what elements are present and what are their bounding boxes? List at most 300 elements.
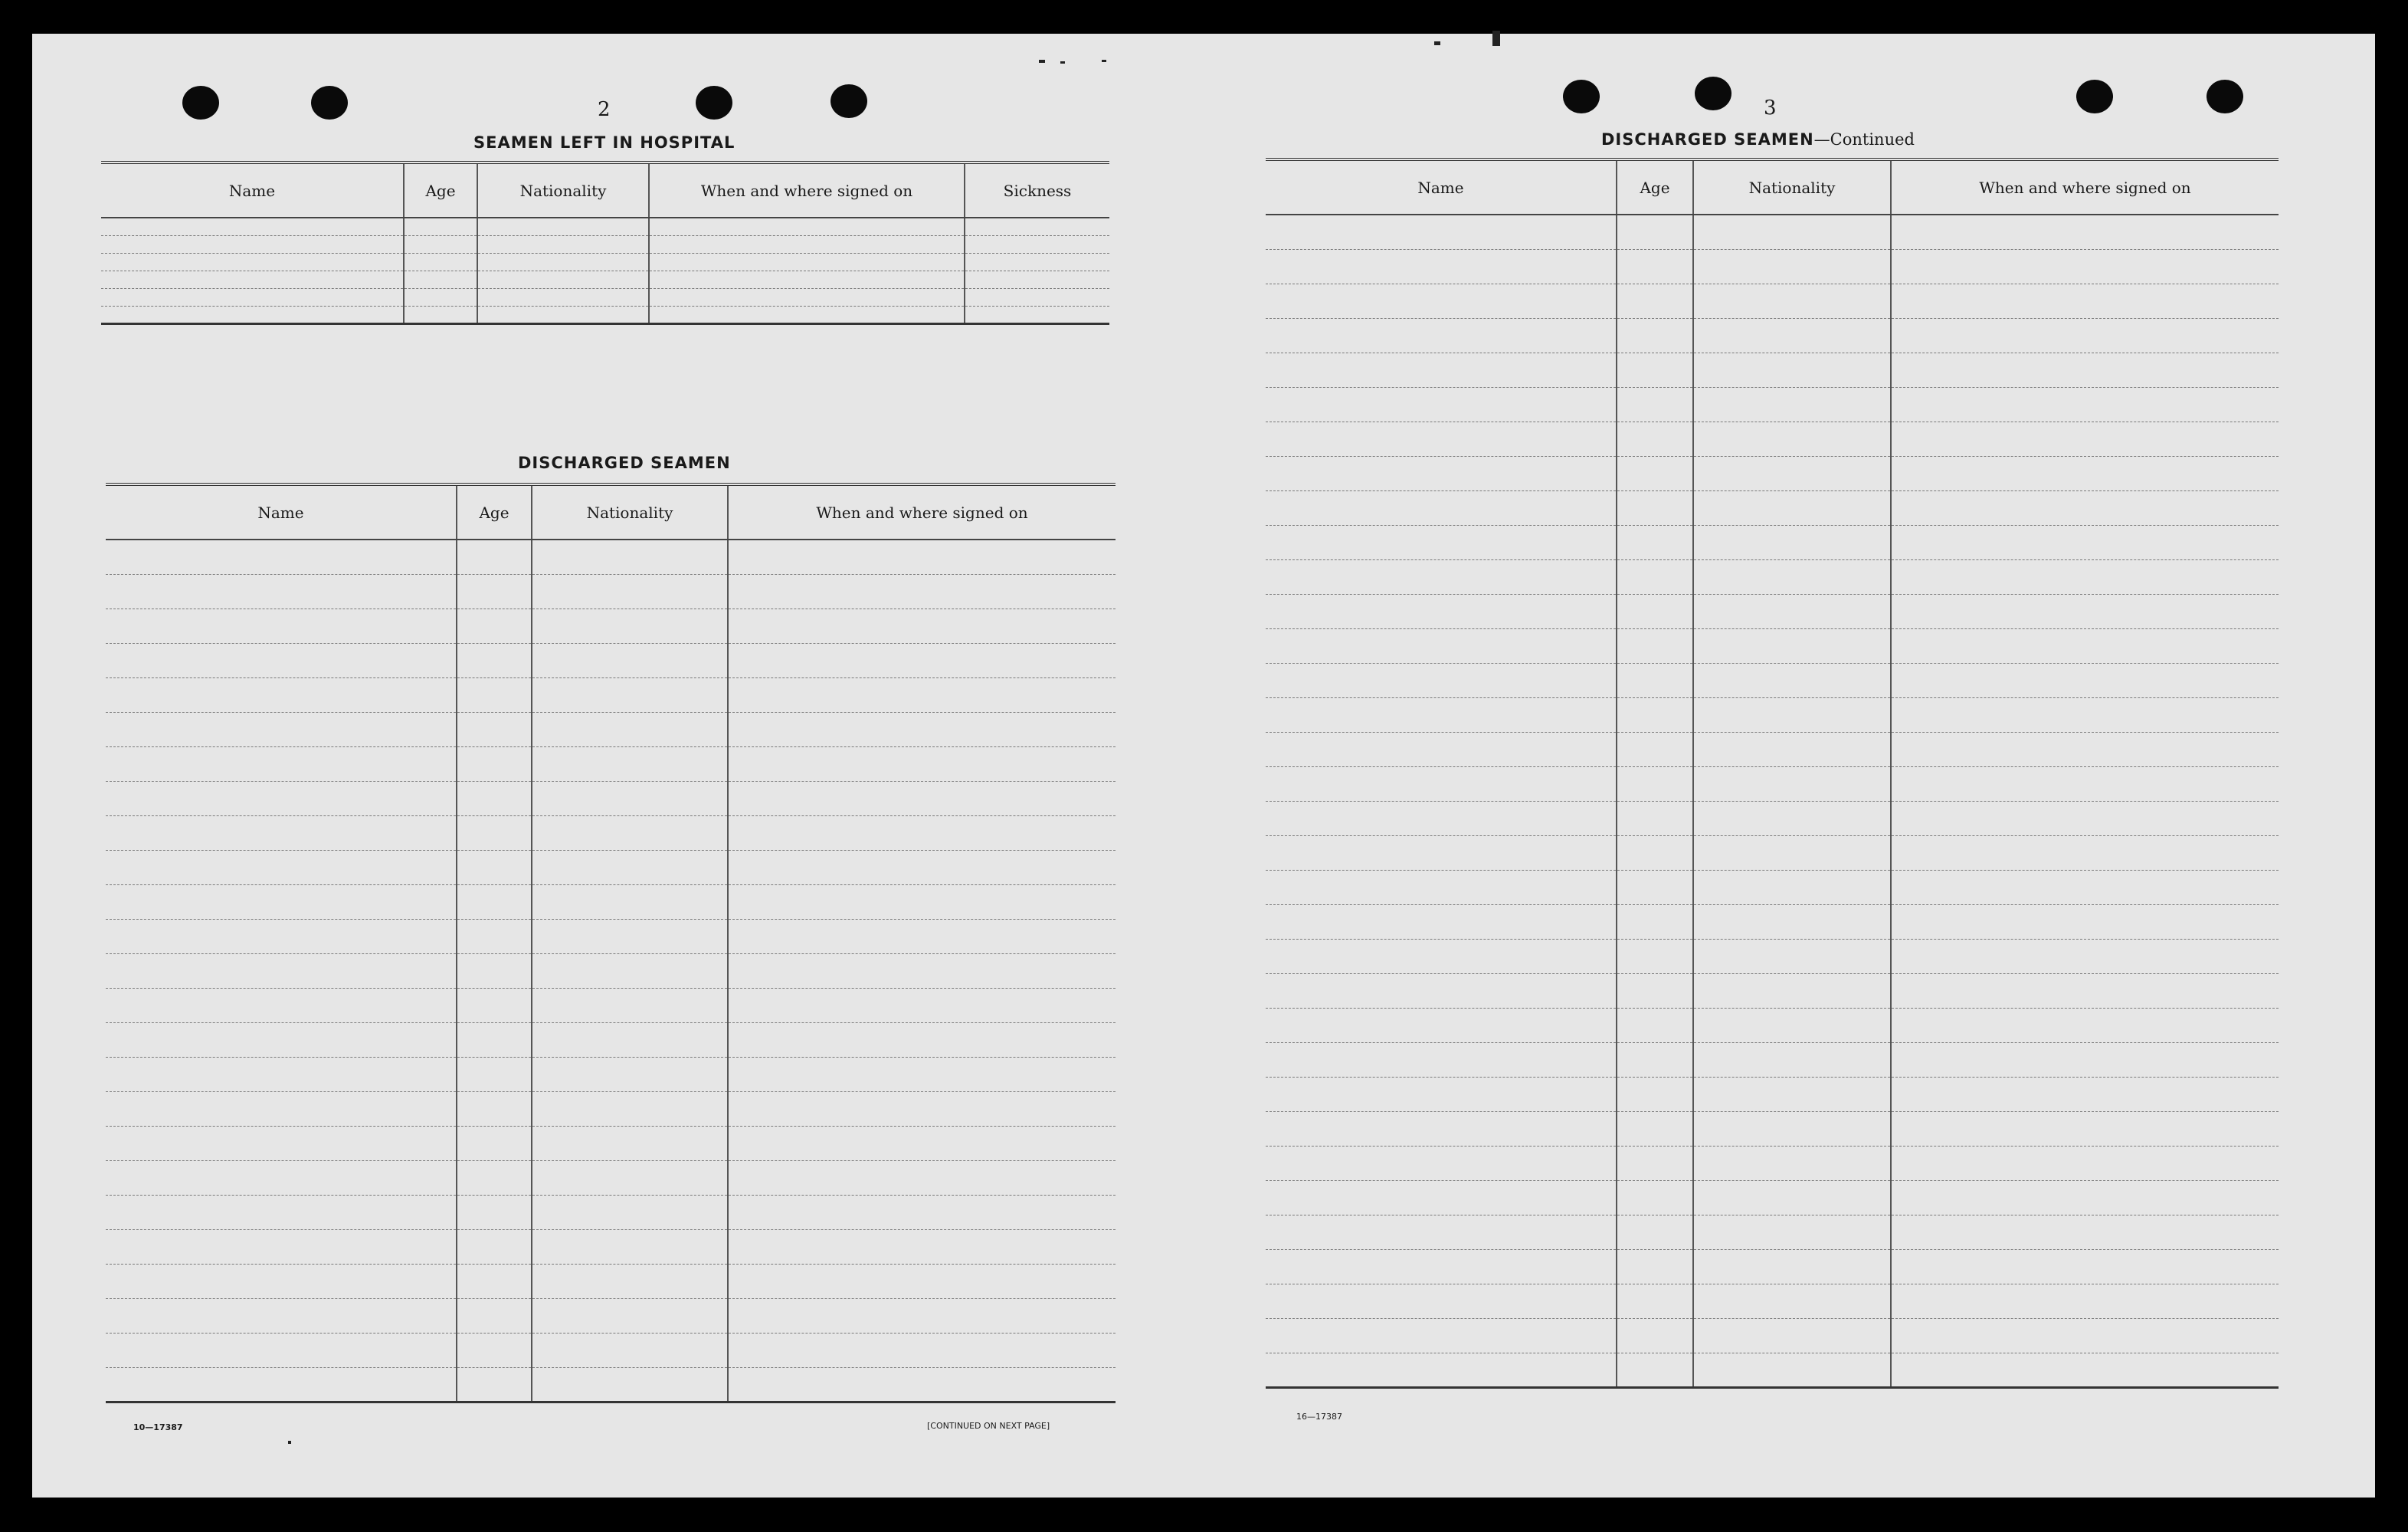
- blank-entry-cell: [728, 953, 1116, 988]
- table-row: [1266, 284, 2279, 318]
- blank-entry-cell: [1617, 1249, 1693, 1284]
- blank-entry-cell: [457, 1160, 532, 1195]
- table-row: [1266, 1008, 2279, 1042]
- blank-entry-cell: [1693, 353, 1891, 387]
- blank-entry-cell: [1266, 559, 1617, 594]
- table-row: [106, 850, 1116, 884]
- blank-entry-cell: [1617, 1353, 1693, 1387]
- blank-entry-cell: [1617, 594, 1693, 628]
- blank-entry-cell: [1693, 870, 1891, 904]
- table-row: [1266, 1042, 2279, 1077]
- right-form-number: 16—17387: [1296, 1412, 1342, 1422]
- blank-entry-cell: [106, 712, 457, 746]
- blank-entry-cell: [532, 815, 728, 850]
- blank-entry-cell: [457, 919, 532, 953]
- punch-hole: [831, 84, 867, 118]
- hospital-section-title: SEAMEN LEFT IN HOSPITAL: [473, 133, 736, 152]
- blank-entry-cell: [457, 540, 532, 574]
- blank-entry-cell: [1266, 1180, 1617, 1215]
- blank-entry-cell: [101, 218, 404, 235]
- blank-entry-cell: [649, 306, 965, 323]
- blank-entry-cell: [532, 1022, 728, 1057]
- blank-entry-cell: [1617, 456, 1693, 490]
- blank-entry-cell: [106, 1195, 457, 1229]
- table-row: [101, 306, 1109, 323]
- blank-entry-cell: [728, 609, 1116, 643]
- blank-entry-cell: [1266, 594, 1617, 628]
- blank-entry-cell: [1266, 732, 1617, 766]
- blank-entry-cell: [728, 1022, 1116, 1057]
- blank-entry-cell: [532, 1264, 728, 1298]
- blank-entry-cell: [1266, 1008, 1617, 1042]
- table-row: [1266, 628, 2279, 663]
- blank-entry-cell: [532, 884, 728, 919]
- blank-entry-cell: [1617, 904, 1693, 939]
- blank-entry-cell: [1266, 663, 1617, 697]
- table-row: [101, 218, 1109, 235]
- blank-entry-cell: [1266, 973, 1617, 1008]
- blank-entry-cell: [457, 609, 532, 643]
- blank-entry-cell: [532, 850, 728, 884]
- blank-entry-cell: [106, 884, 457, 919]
- discharged-header-row: [106, 484, 1116, 540]
- blank-entry-cell: [728, 988, 1116, 1022]
- blank-entry-cell: [532, 643, 728, 677]
- table-row: [106, 1367, 1116, 1402]
- blank-entry-cell: [1266, 1353, 1617, 1387]
- blank-entry-cell: [404, 235, 477, 253]
- speck: [288, 1441, 291, 1444]
- blank-entry-cell: [1693, 835, 1891, 870]
- table-row: [106, 643, 1116, 677]
- punch-hole: [1563, 80, 1600, 113]
- blank-entry-cell: [1891, 215, 2279, 249]
- blank-entry-cell: [457, 574, 532, 609]
- blank-entry-cell: [728, 677, 1116, 712]
- right-page-number: 3: [1764, 97, 1777, 120]
- blank-entry-cell: [1266, 249, 1617, 284]
- blank-entry-cell: [532, 919, 728, 953]
- blank-entry-cell: [1891, 663, 2279, 697]
- blank-entry-cell: [457, 1333, 532, 1367]
- blank-entry-cell: [1891, 1042, 2279, 1077]
- blank-entry-cell: [728, 1264, 1116, 1298]
- blank-entry-cell: [1891, 1353, 2279, 1387]
- blank-entry-cell: [1693, 594, 1891, 628]
- blank-entry-cell: [728, 574, 1116, 609]
- blank-entry-cell: [106, 1333, 457, 1367]
- blank-entry-cell: [1693, 456, 1891, 490]
- blank-entry-cell: [1693, 732, 1891, 766]
- blank-entry-cell: [106, 1022, 457, 1057]
- blank-entry-cell: [728, 1091, 1116, 1126]
- blank-entry-cell: [1693, 1180, 1891, 1215]
- blank-entry-cell: [1891, 249, 2279, 284]
- blank-entry-cell: [1693, 766, 1891, 801]
- blank-entry-cell: [728, 540, 1116, 574]
- left-page-number: 2: [598, 98, 611, 121]
- blank-entry-cell: [532, 1229, 728, 1264]
- punch-hole: [182, 86, 219, 120]
- blank-entry-cell: [1617, 387, 1693, 422]
- blank-entry-cell: [532, 988, 728, 1022]
- blank-entry-cell: [1617, 697, 1693, 732]
- blank-entry-cell: [1617, 1215, 1693, 1249]
- table-row: [106, 677, 1116, 712]
- table-row: [1266, 663, 2279, 697]
- blank-entry-cell: [1693, 1146, 1891, 1180]
- table-row: [1266, 1215, 2279, 1249]
- blank-entry-cell: [728, 712, 1116, 746]
- blank-entry-cell: [1617, 1146, 1693, 1180]
- blank-entry-cell: [532, 609, 728, 643]
- blank-entry-cell: [457, 884, 532, 919]
- discharged-rows: [106, 540, 1116, 1402]
- blank-entry-cell: [1617, 628, 1693, 663]
- table-row: [106, 815, 1116, 850]
- blank-entry-cell: [532, 677, 728, 712]
- table-row: [101, 288, 1109, 306]
- blank-entry-cell: [965, 235, 1109, 253]
- table-row: [1266, 559, 2279, 594]
- table-row: [106, 919, 1116, 953]
- blank-entry-cell: [1891, 973, 2279, 1008]
- col-header-age: Age: [1617, 159, 1693, 215]
- col-header-age: Age: [457, 484, 532, 540]
- blank-entry-cell: [965, 218, 1109, 235]
- blank-entry-cell: [1617, 732, 1693, 766]
- blank-entry-cell: [1891, 284, 2279, 318]
- blank-entry-cell: [1266, 422, 1617, 456]
- blank-entry-cell: [1617, 559, 1693, 594]
- blank-entry-cell: [1693, 1042, 1891, 1077]
- blank-entry-cell: [457, 1195, 532, 1229]
- blank-entry-cell: [1266, 697, 1617, 732]
- blank-entry-cell: [1266, 1077, 1617, 1111]
- blank-entry-cell: [1693, 1353, 1891, 1387]
- left-form-number: 10—17387: [133, 1422, 183, 1432]
- blank-entry-cell: [1617, 973, 1693, 1008]
- blank-entry-cell: [1891, 904, 2279, 939]
- blank-entry-cell: [457, 1126, 532, 1160]
- blank-entry-cell: [1266, 1146, 1617, 1180]
- blank-entry-cell: [1266, 835, 1617, 870]
- blank-entry-cell: [1891, 387, 2279, 422]
- table-row: [1266, 456, 2279, 490]
- blank-entry-cell: [404, 288, 477, 306]
- blank-entry-cell: [728, 850, 1116, 884]
- table-row: [106, 746, 1116, 781]
- col-header-sickness: Sickness: [965, 162, 1109, 218]
- blank-entry-cell: [1693, 318, 1891, 353]
- blank-entry-cell: [106, 1298, 457, 1333]
- blank-entry-cell: [1266, 939, 1617, 973]
- punch-hole: [1695, 77, 1731, 110]
- blank-entry-cell: [1266, 1249, 1617, 1284]
- blank-entry-cell: [728, 1229, 1116, 1264]
- blank-entry-cell: [1617, 1111, 1693, 1146]
- blank-entry-cell: [457, 1057, 532, 1091]
- table-row: [1266, 1180, 2279, 1215]
- blank-entry-cell: [728, 1367, 1116, 1402]
- blank-entry-cell: [1693, 1008, 1891, 1042]
- table-row: [1266, 1111, 2279, 1146]
- table-row: [1266, 1353, 2279, 1387]
- speck: [1434, 41, 1440, 45]
- continued-note: [CONTINUED ON NEXT PAGE]: [927, 1421, 1050, 1431]
- table-row: [1266, 870, 2279, 904]
- blank-entry-cell: [532, 781, 728, 815]
- blank-entry-cell: [106, 1126, 457, 1160]
- blank-entry-cell: [457, 712, 532, 746]
- blank-entry-cell: [1693, 1284, 1891, 1318]
- blank-entry-cell: [457, 850, 532, 884]
- punch-hole: [2076, 80, 2113, 113]
- blank-entry-cell: [1891, 1111, 2279, 1146]
- table-row: [1266, 904, 2279, 939]
- blank-entry-cell: [1266, 1215, 1617, 1249]
- blank-entry-cell: [532, 1367, 728, 1402]
- col-header-signed-on: When and where signed on: [649, 162, 965, 218]
- blank-entry-cell: [1891, 318, 2279, 353]
- blank-entry-cell: [728, 1298, 1116, 1333]
- blank-entry-cell: [106, 953, 457, 988]
- blank-entry-cell: [532, 1091, 728, 1126]
- blank-entry-cell: [1617, 490, 1693, 525]
- table-row: [106, 609, 1116, 643]
- blank-entry-cell: [1617, 870, 1693, 904]
- blank-entry-cell: [106, 1367, 457, 1402]
- blank-entry-cell: [477, 306, 649, 323]
- blank-entry-cell: [649, 253, 965, 271]
- blank-entry-cell: [1891, 1008, 2279, 1042]
- blank-entry-cell: [1891, 422, 2279, 456]
- table-row: [1266, 594, 2279, 628]
- table-row: [101, 271, 1109, 288]
- blank-entry-cell: [477, 253, 649, 271]
- speck: [1060, 61, 1065, 64]
- hospital-table: [101, 161, 1109, 325]
- table-row: [106, 988, 1116, 1022]
- blank-entry-cell: [1266, 1111, 1617, 1146]
- blank-entry-cell: [728, 643, 1116, 677]
- table-row: [1266, 1077, 2279, 1111]
- blank-entry-cell: [106, 815, 457, 850]
- blank-entry-cell: [1891, 732, 2279, 766]
- blank-entry-cell: [106, 850, 457, 884]
- blank-entry-cell: [649, 288, 965, 306]
- speck: [1492, 31, 1500, 46]
- blank-entry-cell: [457, 815, 532, 850]
- hospital-rows: [101, 218, 1109, 323]
- blank-entry-cell: [728, 781, 1116, 815]
- blank-entry-cell: [1617, 525, 1693, 559]
- blank-entry-cell: [1891, 939, 2279, 973]
- table-row: [1266, 215, 2279, 249]
- blank-entry-cell: [106, 1264, 457, 1298]
- blank-entry-cell: [457, 953, 532, 988]
- table-row: [106, 1229, 1116, 1264]
- blank-entry-cell: [728, 746, 1116, 781]
- table-row: [106, 712, 1116, 746]
- col-header-nationality: Nationality: [1693, 159, 1891, 215]
- blank-entry-cell: [532, 1333, 728, 1367]
- discharged-table: [106, 483, 1116, 1403]
- blank-entry-cell: [1891, 628, 2279, 663]
- blank-entry-cell: [106, 540, 457, 574]
- table-row: [1266, 249, 2279, 284]
- blank-entry-cell: [1617, 318, 1693, 353]
- blank-entry-cell: [532, 1298, 728, 1333]
- table-row: [1266, 939, 2279, 973]
- blank-entry-cell: [457, 1264, 532, 1298]
- blank-entry-cell: [477, 235, 649, 253]
- blank-entry-cell: [106, 643, 457, 677]
- punch-hole: [696, 86, 732, 120]
- blank-entry-cell: [1891, 1180, 2279, 1215]
- blank-entry-cell: [1693, 801, 1891, 835]
- blank-entry-cell: [532, 1057, 728, 1091]
- blank-entry-cell: [404, 218, 477, 235]
- col-header-signed-on: When and where signed on: [728, 484, 1116, 540]
- blank-entry-cell: [106, 1229, 457, 1264]
- blank-entry-cell: [1891, 353, 2279, 387]
- blank-entry-cell: [106, 746, 457, 781]
- blank-entry-cell: [1617, 353, 1693, 387]
- blank-entry-cell: [1266, 353, 1617, 387]
- blank-entry-cell: [1891, 490, 2279, 525]
- blank-entry-cell: [1891, 525, 2279, 559]
- table-row: [106, 884, 1116, 919]
- blank-entry-cell: [1693, 1318, 1891, 1353]
- blank-entry-cell: [1693, 1077, 1891, 1111]
- col-header-nationality: Nationality: [532, 484, 728, 540]
- table-row: [101, 253, 1109, 271]
- col-header-age: Age: [404, 162, 477, 218]
- blank-entry-cell: [965, 253, 1109, 271]
- blank-entry-cell: [1617, 663, 1693, 697]
- blank-entry-cell: [1266, 284, 1617, 318]
- blank-entry-cell: [532, 712, 728, 746]
- table-row: [1266, 490, 2279, 525]
- blank-entry-cell: [106, 1160, 457, 1195]
- blank-entry-cell: [1266, 318, 1617, 353]
- blank-entry-cell: [404, 271, 477, 288]
- blank-entry-cell: [965, 306, 1109, 323]
- blank-entry-cell: [101, 235, 404, 253]
- continued-title-suffix: —Continued: [1813, 130, 1915, 149]
- speck: [1039, 60, 1045, 63]
- blank-entry-cell: [1891, 870, 2279, 904]
- table-row: [1266, 1284, 2279, 1318]
- col-header-nationality: Nationality: [477, 162, 649, 218]
- blank-entry-cell: [1266, 387, 1617, 422]
- blank-entry-cell: [101, 288, 404, 306]
- blank-entry-cell: [106, 781, 457, 815]
- table-row: [1266, 801, 2279, 835]
- table-row: [1266, 1318, 2279, 1353]
- blank-entry-cell: [457, 1091, 532, 1126]
- blank-entry-cell: [477, 271, 649, 288]
- table-row: [1266, 732, 2279, 766]
- blank-entry-cell: [1693, 1249, 1891, 1284]
- blank-entry-cell: [532, 540, 728, 574]
- blank-entry-cell: [1617, 422, 1693, 456]
- blank-entry-cell: [1693, 904, 1891, 939]
- col-header-name: Name: [106, 484, 457, 540]
- table-row: [1266, 1249, 2279, 1284]
- table-row: [1266, 766, 2279, 801]
- blank-entry-cell: [1617, 1180, 1693, 1215]
- blank-entry-cell: [1891, 1077, 2279, 1111]
- blank-entry-cell: [728, 884, 1116, 919]
- table-row: [106, 574, 1116, 609]
- table-row: [1266, 525, 2279, 559]
- blank-entry-cell: [1693, 284, 1891, 318]
- blank-entry-cell: [1266, 215, 1617, 249]
- blank-entry-cell: [457, 746, 532, 781]
- blank-entry-cell: [728, 919, 1116, 953]
- continued-rows: [1266, 215, 2279, 1387]
- blank-entry-cell: [728, 1333, 1116, 1367]
- blank-entry-cell: [106, 988, 457, 1022]
- blank-entry-cell: [965, 271, 1109, 288]
- blank-entry-cell: [728, 1160, 1116, 1195]
- blank-entry-cell: [1266, 628, 1617, 663]
- blank-entry-cell: [1617, 835, 1693, 870]
- blank-entry-cell: [1266, 1284, 1617, 1318]
- blank-entry-cell: [1266, 1318, 1617, 1353]
- blank-entry-cell: [1617, 1008, 1693, 1042]
- punch-hole: [2207, 80, 2243, 113]
- blank-entry-cell: [1891, 697, 2279, 732]
- blank-entry-cell: [1891, 1146, 2279, 1180]
- blank-entry-cell: [101, 306, 404, 323]
- blank-entry-cell: [1693, 1111, 1891, 1146]
- blank-entry-cell: [532, 746, 728, 781]
- blank-entry-cell: [106, 574, 457, 609]
- blank-entry-cell: [1891, 559, 2279, 594]
- blank-entry-cell: [1693, 1215, 1891, 1249]
- continued-table: [1266, 158, 2279, 1389]
- blank-entry-cell: [649, 235, 965, 253]
- blank-entry-cell: [1617, 801, 1693, 835]
- blank-entry-cell: [106, 919, 457, 953]
- table-row: [106, 1333, 1116, 1367]
- punch-hole: [311, 86, 348, 120]
- table-row: [106, 1160, 1116, 1195]
- blank-entry-cell: [106, 1057, 457, 1091]
- table-row: [1266, 973, 2279, 1008]
- blank-entry-cell: [965, 288, 1109, 306]
- blank-entry-cell: [106, 609, 457, 643]
- table-row: [106, 540, 1116, 574]
- blank-entry-cell: [1693, 663, 1891, 697]
- blank-entry-cell: [1266, 456, 1617, 490]
- blank-entry-cell: [1693, 973, 1891, 1008]
- blank-entry-cell: [728, 1195, 1116, 1229]
- continued-section-title: [1601, 130, 1915, 149]
- blank-entry-cell: [404, 253, 477, 271]
- blank-entry-cell: [1693, 525, 1891, 559]
- blank-entry-cell: [101, 271, 404, 288]
- blank-entry-cell: [1693, 387, 1891, 422]
- blank-entry-cell: [1266, 766, 1617, 801]
- col-header-name: Name: [1266, 159, 1617, 215]
- blank-entry-cell: [106, 1091, 457, 1126]
- blank-entry-cell: [1891, 456, 2279, 490]
- blank-entry-cell: [457, 677, 532, 712]
